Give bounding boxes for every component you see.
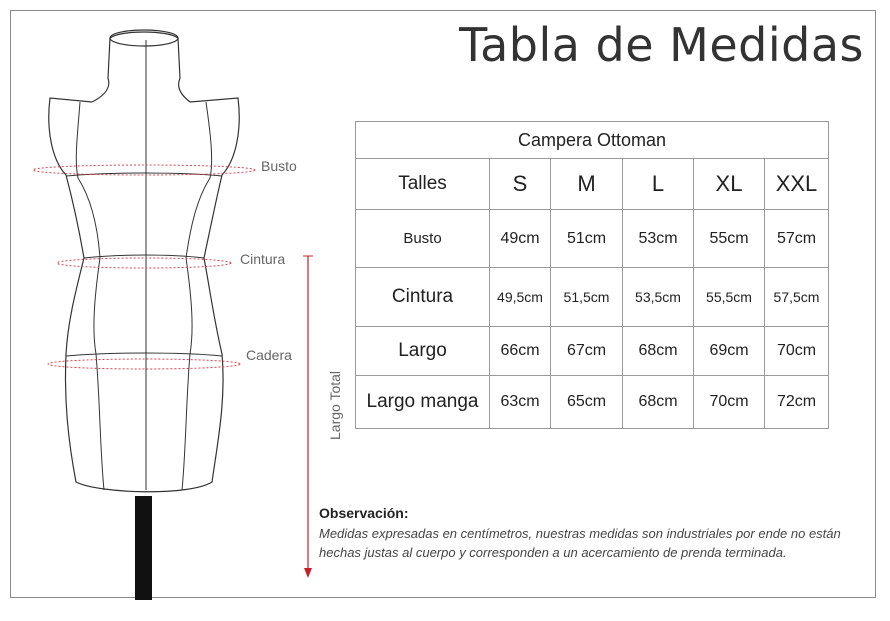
mannequin-illustration: [0, 0, 330, 621]
table-cell: 53cm: [623, 210, 694, 268]
table-cell: 55cm: [694, 210, 765, 268]
header-size: XXL: [765, 159, 829, 210]
table-cell: 49cm: [490, 210, 551, 268]
row-label: Largo: [356, 327, 490, 376]
table-cell: 51,5cm: [551, 268, 623, 327]
observation-title: Observación:: [319, 505, 409, 521]
table-cell: 67cm: [551, 327, 623, 376]
header-size: L: [623, 159, 694, 210]
waist-label: Cintura: [240, 251, 286, 267]
observation-text: Medidas expresadas en centímetros, nuestras medidas son industriales por ende no están hechas justas al cuerpo y corresponden a un acercamiento de prenda terminada.: [319, 526, 841, 560]
table-cell: 57cm: [765, 210, 829, 268]
mannequin-seam-right: [182, 102, 212, 490]
table-row: [356, 268, 829, 327]
table-cell: 69cm: [694, 327, 765, 376]
table-cell: 66cm: [490, 327, 551, 376]
table-cell: 49,5cm: [490, 268, 551, 327]
table-cell: 51cm: [551, 210, 623, 268]
table-cell: 70cm: [765, 327, 829, 376]
hip-measure-line: [48, 359, 240, 369]
table-cell: 68cm: [623, 327, 694, 376]
table-cell: 63cm: [490, 376, 551, 429]
mannequin-torso: [49, 98, 239, 492]
table-cell: 70cm: [694, 376, 765, 429]
table-cell: 68cm: [623, 376, 694, 429]
table-row: [356, 327, 829, 376]
table-cell: 65cm: [551, 376, 623, 429]
mannequin-seam-left: [76, 102, 104, 490]
row-label: Cintura: [356, 268, 490, 327]
row-label: Busto: [356, 210, 490, 268]
mannequin-stand: [135, 496, 152, 600]
table-cell: 53,5cm: [623, 268, 694, 327]
header-size: XL: [694, 159, 765, 210]
header-size: M: [551, 159, 623, 210]
mannequin-hip-line: [66, 353, 222, 356]
header-size: S: [490, 159, 551, 210]
hip-label: Cadera: [246, 347, 292, 363]
page-title: Tabla de Medidas: [459, 18, 864, 72]
table-row: [356, 210, 829, 268]
mannequin-neck: [92, 32, 190, 102]
total-length-label: Largo Total: [327, 370, 343, 440]
row-label: Largo manga: [356, 376, 490, 429]
table-cell: 72cm: [765, 376, 829, 429]
table-row: [356, 376, 829, 429]
table-caption: Campera Ottoman: [356, 122, 829, 159]
table-header-row: [356, 159, 829, 210]
total-length-arrowhead: [304, 568, 312, 578]
table-cell: 57,5cm: [765, 268, 829, 327]
bust-label: Busto: [261, 158, 297, 174]
size-table: [355, 121, 829, 429]
table-cell: 55,5cm: [694, 268, 765, 327]
header-talles: Talles: [356, 159, 490, 210]
